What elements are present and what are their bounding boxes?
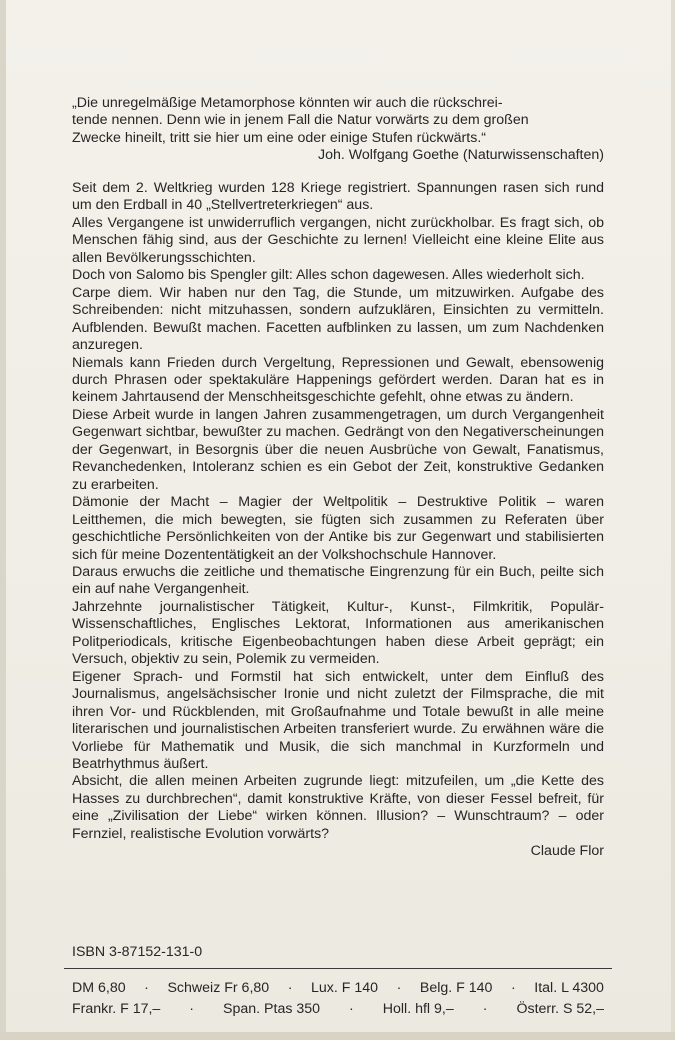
price-separator: · (349, 1001, 354, 1017)
price-item: Belg. F 140 (419, 980, 493, 996)
price-item: DM 6,80 (72, 980, 126, 996)
paragraph: Niemals kann Frieden durch Vergeltung, Repressionen und Gewalt, ebensowenig durch Phrasen oder spektakuläre Happenings gefördert werden. Daran hat es in keinem Jahrtausend der Menschheitsgeschichte gefehlt, ohne etwas zu ändern. (72, 354, 604, 406)
paragraph: Seit dem 2. Weltkrieg wurden 128 Kriege registriert. Spannungen rasen sich rund um den Erdball in 40 „Stellvertreterkriegen“ aus. (72, 180, 604, 214)
paragraph: Eigener Sprach- und Formstil hat sich entwickelt, unter dem Einfluß des Journalismus, angelsächsischer Ironie und nicht zuletzt der Filmsprache, die mit ihren Vor- und Rückblenden, mit Großaufnahme und Totale bewußt in alle meine literarischen und journalistischen Arbeiten transferiert wurde. Zu erwähnen wäre die Vorliebe für Mathematik und Musik, die sich manchmal in Kurzformeln und Beatrhythmus äußert. (72, 668, 604, 772)
paragraph: Diese Arbeit wurde in langen Jahren zusammengetragen, um durch Vergangenheit Gegenwart sichtbar, bewußter zu machen. Gedrängt von den Negativerscheinungen der Gegenwart, in Besorgnis über die neuen Ausbrüche von Gewalt, Fanatismus, Revanchedenken, Intoleranz schien es ein Gebot der Zeit, konstruktive Gedanken zu erarbeiten. (72, 406, 604, 493)
price-separator: · (189, 1001, 195, 1017)
quote-line-3: Zwecke hineilt, tritt sie hier um eine oder einige Stufen rückwärts.“ (72, 129, 486, 146)
price-item: Lux. F 140 (311, 980, 379, 996)
price-separator: · (144, 980, 149, 996)
price-item: Holl. hfl 9,– (382, 1001, 454, 1017)
quote-line-2: tende nennen. Denn wie in jenem Fall die Natur vorwärts zu dem großen (72, 112, 529, 129)
goethe-quote (72, 95, 604, 165)
price-item: Span. Ptas 350 (223, 1001, 321, 1017)
paragraph: Jahrzehnte journalistischer Tätigkeit, Kultur-, Kunst-, Filmkritik, Populär-Wissenschaftliches, Englisches Lektorat, Informationen aus amerikanischen Politperiodicals, kritische Eigenbeobachtungen haben diese Arbeit geprägt; ein Versuch, objektiv zu sein, Polemik zu vermeiden. (72, 598, 604, 668)
author-signature: Claude Flor (530, 843, 604, 860)
price-item: Ital. L 4300 (534, 980, 604, 996)
isbn-number: ISBN 3-87152-131-0 (72, 944, 203, 960)
price-item: Frankr. F 17,– (72, 1001, 161, 1017)
paragraph: Carpe diem. Wir haben nur den Tag, die Stunde, um mitzuwirken. Aufgabe des Schreibenden: nicht mitzuhassen, sondern aufzuklären, Einsichten zu vermitteln. Aufblenden. Bewußt machen. Facetten aufblinken zu lassen, um zum Nachdenken anzuregen. (72, 284, 604, 354)
cover-right-edge (671, 0, 675, 1040)
price-row-2 (72, 999, 604, 1020)
paragraph: Alles Vergangene ist unwiderruflich vergangen, nicht zurückholbar. Es fragt sich, ob Menschen fähig sind, aus der Geschichte zu lernen! Vielleicht eine kleine Elite aus allen Bevölkerungsschichten. (72, 214, 604, 266)
price-item: Österr. S 52,– (516, 1001, 604, 1017)
price-row-1 (72, 978, 604, 999)
blurb-text (72, 180, 604, 861)
divider-line (64, 968, 612, 969)
quote-source: Joh. Wolfgang Goethe (Naturwissenschaften) (317, 147, 604, 164)
paragraph: Absicht, die allen meinen Arbeiten zugrunde liegt: mitzufeilen, um „die Kette des Hasses zu durchbrechen“, damit konstruktive Kräfte, von dieser Fessel befreit, für eine „Zivilisation der Liebe“ wirken können. Illusion? – Wunschtraum? – oder Fernziel, realistische Evolution vorwärts? (72, 773, 604, 842)
cover-left-edge (0, 0, 6, 1040)
price-item: Schweiz Fr 6,80 (167, 980, 270, 996)
price-separator: · (510, 980, 516, 996)
cover-bottom-edge (0, 1032, 675, 1040)
price-separator: · (482, 1001, 488, 1017)
quote-line-1: „Die unregelmäßige Metamorphose könnten wir auch die rückschrei- (72, 95, 503, 111)
price-separator: · (396, 980, 402, 996)
paragraph: Doch von Salomo bis Spengler gilt: Alles schon dagewesen. Alles wiederholt sich. (72, 267, 585, 284)
price-separator: · (287, 980, 293, 996)
paragraph: Daraus erwuchs die zeitliche und thematische Eingrenzung für ein Buch, peilte sich ein auf nahe Vergangenheit. (72, 563, 604, 598)
price-list (72, 978, 604, 1020)
paragraph: Dämonie der Macht – Magier der Weltpolitik – Destruktive Politik – waren Leitthemen, die mich bewegten, sie fügten sich zusammen zu Referaten über geschichtliche Persönlichkeiten von der Antike bis zur Gegenwart und stabilisierten sich für meine Dozententätigkeit an der Volkshochschule Hannover. (72, 494, 604, 563)
